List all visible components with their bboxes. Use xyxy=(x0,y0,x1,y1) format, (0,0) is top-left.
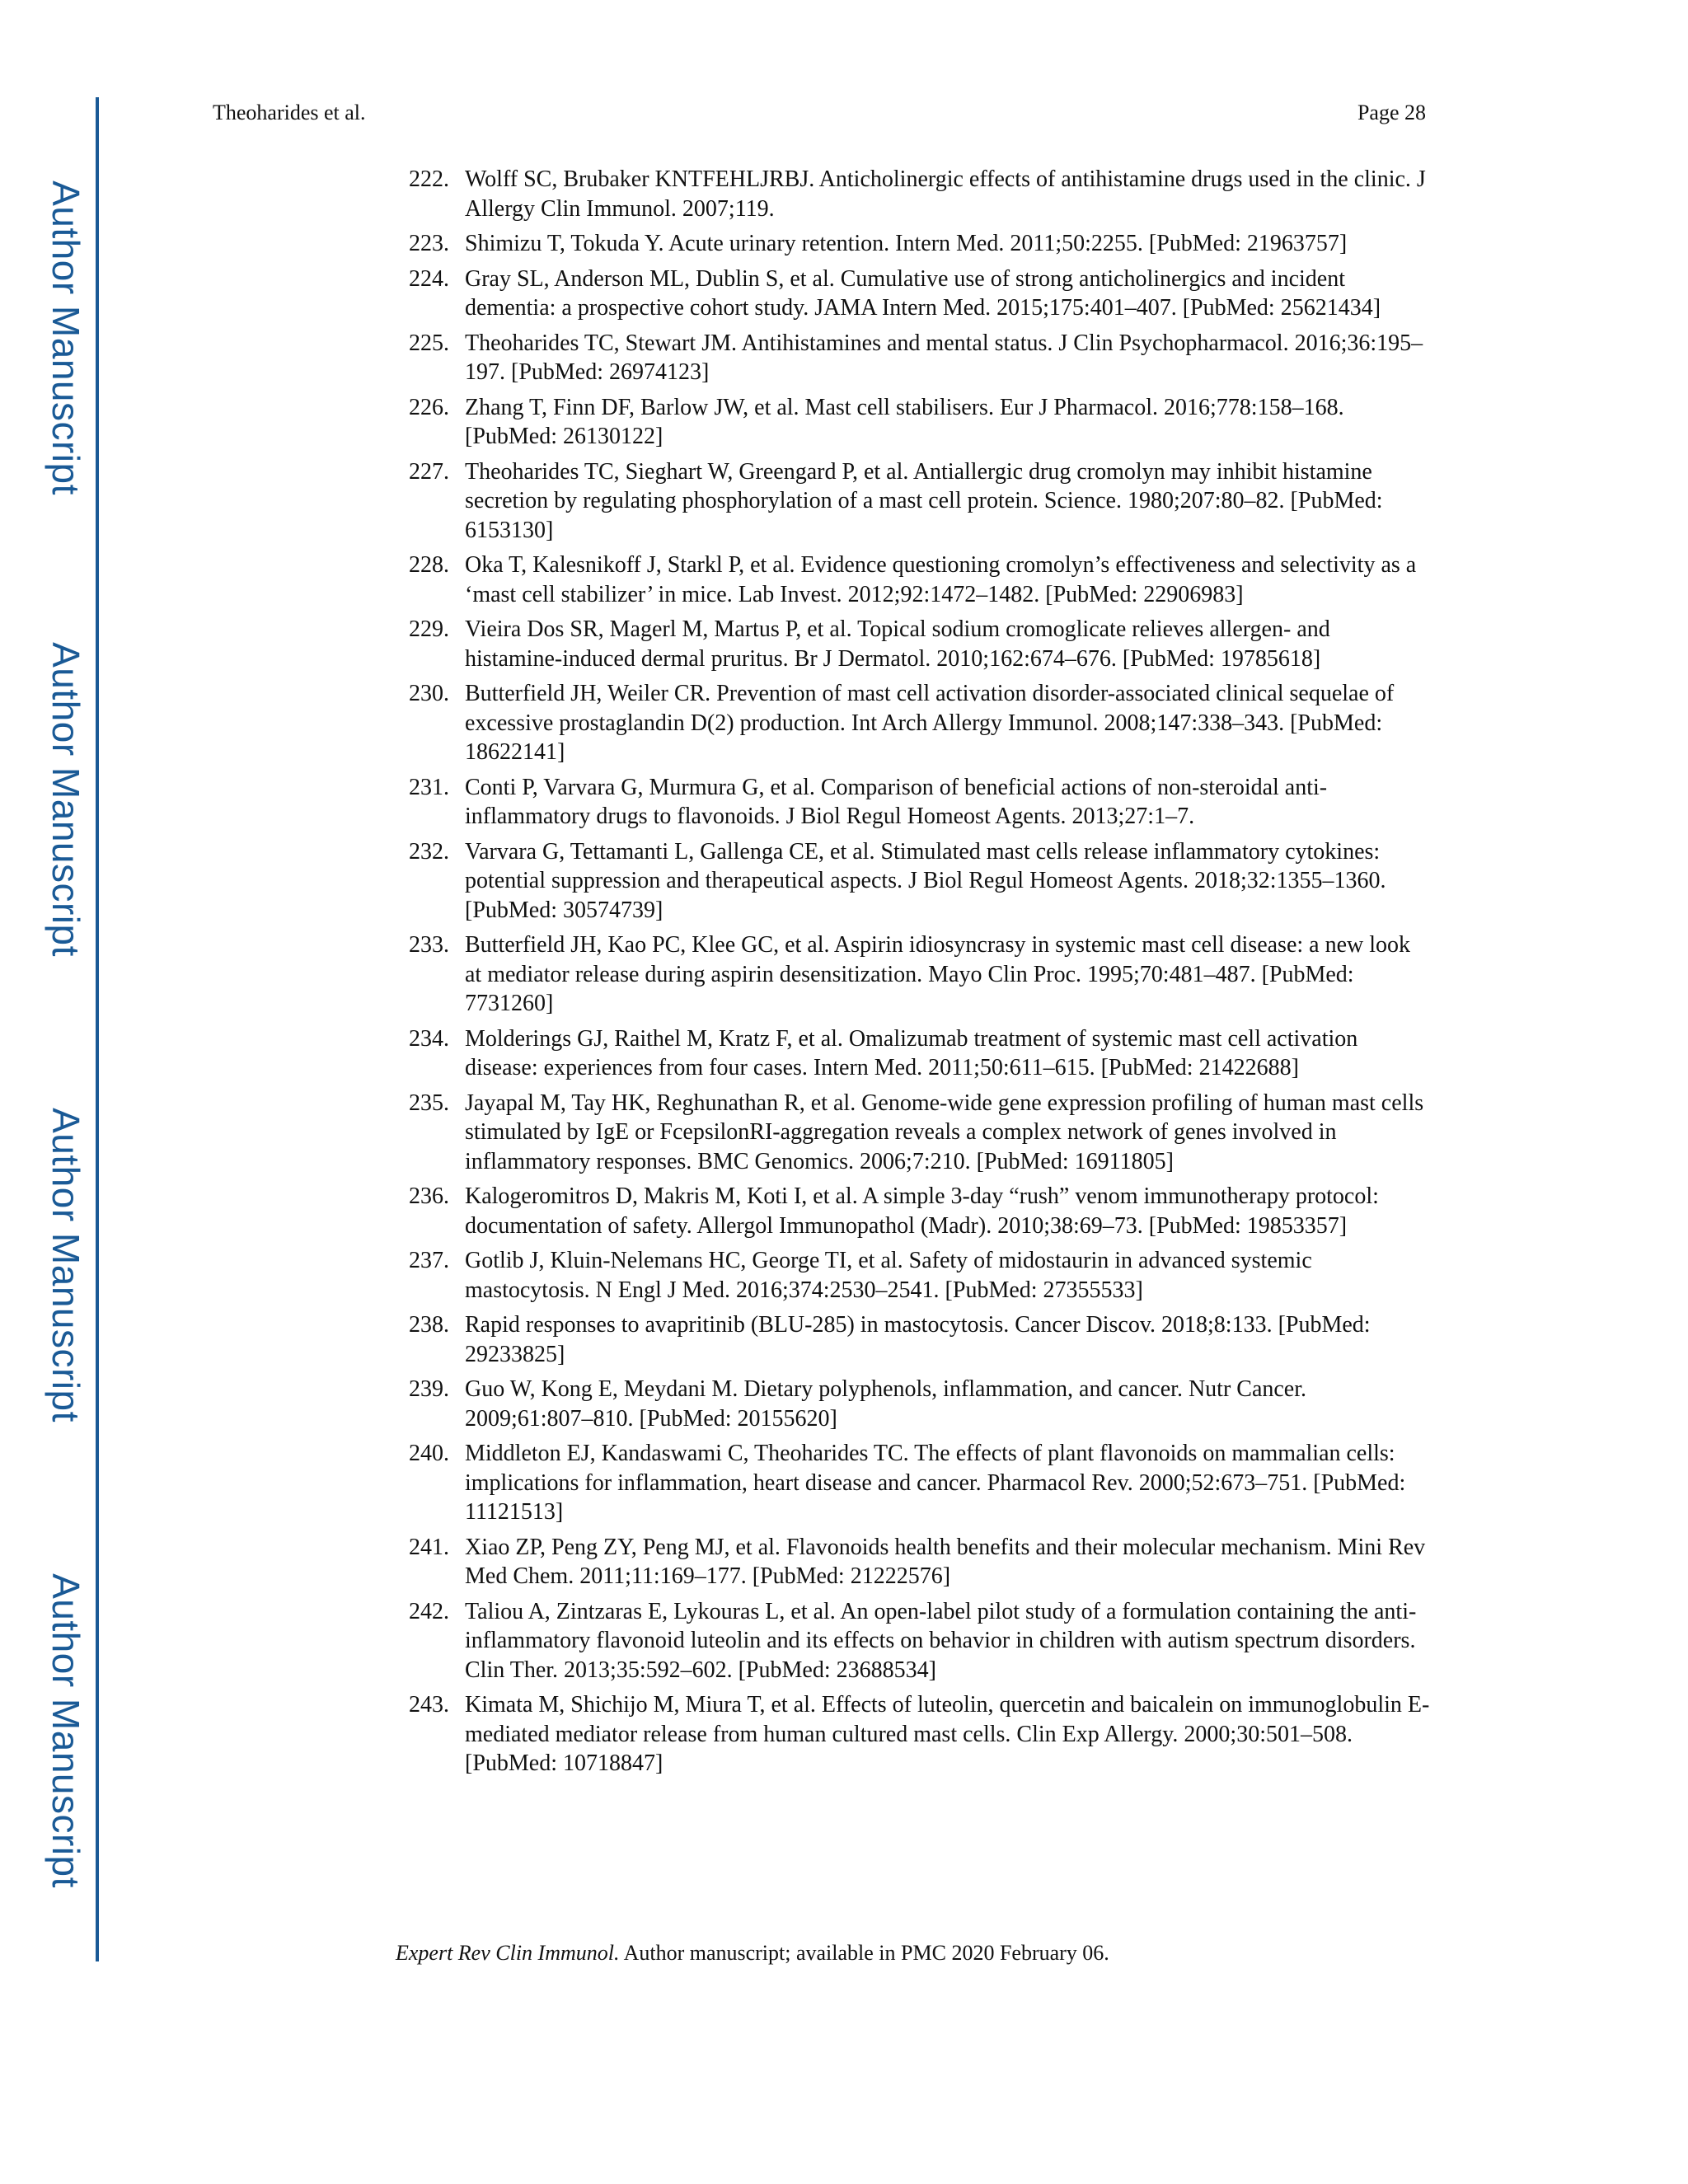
reference-item xyxy=(409,329,1431,387)
reference-item xyxy=(409,393,1431,452)
reference-text: Kalogeromitros D, Makris M, Koti I, et al. A simple 3-day “rush” venom immunotherapy protocol: documentation of safety. Allergol Immunopathol (Madr). 2010;38:69–73. [PubMed: 19853357] xyxy=(465,1183,1379,1239)
reference-text: Guo W, Kong E, Meydani M. Dietary polyphenols, inflammation, and cancer. Nutr Cancer. 2009;61:807–810. [PubMed: 20155620] xyxy=(465,1376,1307,1432)
reference-item xyxy=(409,1533,1431,1591)
reference-text: Theoharides TC, Stewart JM. Antihistamines and mental status. J Clin Psychopharmacol. 2016;36:195–197. [PubMed: 26974123] xyxy=(465,330,1423,385)
reference-item xyxy=(409,1089,1431,1177)
page-number: Page 28 xyxy=(1357,101,1426,124)
reference-text: Shimizu T, Tokuda Y. Acute urinary retention. Intern Med. 2011;50:2255. [PubMed: 21963757] xyxy=(465,231,1348,256)
reference-item xyxy=(409,1310,1431,1369)
reference-item xyxy=(409,679,1431,767)
reference-item xyxy=(409,1182,1431,1240)
reference-item xyxy=(409,1597,1431,1685)
reference-number: 243. xyxy=(409,1692,449,1718)
author-manuscript-label: Author Manuscript xyxy=(45,1108,87,1422)
reference-number: 237. xyxy=(409,1248,449,1273)
reference-text: Gray SL, Anderson ML, Dublin S, et al. Cumulative use of strong anticholinergics and incident dementia: a prospective cohort study. JAMA Intern Med. 2015;175:401–407. [PubMed: 25621434] xyxy=(465,265,1381,321)
reference-item xyxy=(409,1690,1431,1779)
reference-text: Middleton EJ, Kandaswami C, Theoharides TC. The effects of plant flavonoids on mammalian cells: implications for inflammation, heart disease and cancer. Pharmacol Rev. 2000;52:673–751. [PubMed: 11121513] xyxy=(465,1441,1406,1525)
reference-number: 234. xyxy=(409,1025,449,1052)
reference-text: Conti P, Varvara G, Murmura G, et al. Comparison of beneficial actions of non-steroidal anti-inflammatory drugs to flavonoids. J Biol Regul Homeost Agents. 2013;27:1–7. xyxy=(465,774,1328,829)
reference-item xyxy=(409,1246,1431,1305)
reference-number: 227. xyxy=(409,458,449,485)
reference-text: Butterfield JH, Weiler CR. Prevention of mast cell activation disorder-associated clinical sequelae of excessive prostaglandin D(2) production. Int Arch Allergy Immunol. 2008;147:338–343. [PubMed: 18622141] xyxy=(465,681,1395,765)
reference-number: 236. xyxy=(409,1183,449,1209)
footer-note: Author manuscript; available in PMC 2020 February 06. xyxy=(619,1941,1109,1965)
reference-number: 233. xyxy=(409,932,449,958)
author-manuscript-label: Author Manuscript xyxy=(45,642,87,957)
reference-item xyxy=(409,265,1431,323)
reference-text: Theoharides TC, Sieghart W, Greengard P, et al. Antiallergic drug cromolyn may inhibit histamine secretion by regulating phosphorylation of a mast cell protein. Science. 1980;207:80–82. [PubMed: 6153130] xyxy=(465,458,1383,543)
reference-text: Varvara G, Tettamanti L, Gallenga CE, et al. Stimulated mast cells release inflammatory cytokines: potential suppression and therapeutical aspects. J Biol Regul Homeost Agents. 2018;32:1355–1360. [PubMed: 30574739] xyxy=(465,838,1386,923)
reference-text: Molderings GJ, Raithel M, Kratz F, et al. Omalizumab treatment of systemic mast cell activation disease: experiences from four cases. Intern Med. 2011;50:611–615. [PubMed: 21422688] xyxy=(465,1025,1358,1080)
author-manuscript-label: Author Manuscript xyxy=(45,1573,87,1888)
reference-number: 241. xyxy=(409,1534,449,1560)
reference-item xyxy=(409,930,1431,1019)
reference-item xyxy=(409,1439,1431,1527)
reference-item xyxy=(409,773,1431,832)
reference-text: Kimata M, Shichijo M, Miura T, et al. Effects of luteolin, quercetin and baicalein on immunoglobulin E-mediated mediator release from human cultured mast cells. Clin Exp Allergy. 2000;30:501–508. [PubMed: 10718847] xyxy=(465,1692,1430,1776)
reference-number: 238. xyxy=(409,1312,449,1338)
reference-text: Zhang T, Finn DF, Barlow JW, et al. Mast cell stabilisers. Eur J Pharmacol. 2016;778:158–168. [PubMed: 26130122] xyxy=(465,394,1344,449)
reference-number: 229. xyxy=(409,616,449,642)
reference-item xyxy=(409,551,1431,609)
reference-item xyxy=(409,1375,1431,1433)
reference-number: 242. xyxy=(409,1598,449,1624)
reference-item xyxy=(409,1024,1431,1083)
reference-text: Wolff SC, Brubaker KNTFEHLJRBJ. Anticholinergic effects of antihistamine drugs used in the clinic. J Allergy Clin Immunol. 2007;119. xyxy=(465,166,1426,222)
footer xyxy=(396,1941,1109,1966)
reference-text: Xiao ZP, Peng ZY, Peng MJ, et al. Flavonoids health benefits and their molecular mechanism. Mini Rev Med Chem. 2011;11:169–177. [PubMed: 21222576] xyxy=(465,1534,1426,1589)
reference-item xyxy=(409,165,1431,223)
reference-number: 239. xyxy=(409,1376,449,1402)
reference-number: 231. xyxy=(409,774,449,800)
reference-text: Jayapal M, Tay HK, Reghunathan R, et al. Genome-wide gene expression profiling of human mast cells stimulated by IgE or FcepsilonRI-aggregation reveals a complex network of genes involved in inflammatory responses. BMC Genomics. 2006;7:210. [PubMed: 16911805] xyxy=(465,1090,1424,1174)
reference-item xyxy=(409,229,1431,259)
reference-text: Rapid responses to avapritinib (BLU-285) in mastocytosis. Cancer Discov. 2018;8:133. [PubMed: 29233825] xyxy=(465,1312,1371,1367)
reference-list xyxy=(409,165,1431,1784)
reference-text: Butterfield JH, Kao PC, Klee GC, et al. Aspirin idiosyncrasy in systemic mast cell disease: a new look at mediator release during aspirin desensitization. Mayo Clin Proc. 1995;70:481–487. [PubMed: 7731260] xyxy=(465,932,1411,1016)
reference-number: 223. xyxy=(409,231,449,256)
reference-number: 228. xyxy=(409,552,449,578)
reference-number: 222. xyxy=(409,166,449,192)
reference-item xyxy=(409,615,1431,673)
reference-text: Oka T, Kalesnikoff J, Starkl P, et al. Evidence questioning cromolyn’s effectiveness and selectivity as a ‘mast cell stabilizer’ in mice. Lab Invest. 2012;92:1472–1482. [PubMed: 22906983] xyxy=(465,552,1417,607)
sidebar-rule xyxy=(96,97,99,1961)
reference-item xyxy=(409,837,1431,926)
reference-number: 232. xyxy=(409,838,449,865)
reference-number: 224. xyxy=(409,265,449,292)
reference-number: 226. xyxy=(409,394,449,420)
reference-number: 240. xyxy=(409,1441,449,1466)
reference-text: Gotlib J, Kluin-Nelemans HC, George TI, et al. Safety of midostaurin in advanced systemic mastocytosis. N Engl J Med. 2016;374:2530–2541. [PubMed: 27355533] xyxy=(465,1248,1312,1303)
reference-number: 225. xyxy=(409,330,449,356)
footer-journal: Expert Rev Clin Immunol. xyxy=(396,1941,620,1965)
running-head-authors: Theoharides et al. xyxy=(213,101,366,124)
author-manuscript-label: Author Manuscript xyxy=(45,180,87,495)
reference-number: 230. xyxy=(409,681,449,706)
reference-item xyxy=(409,457,1431,546)
reference-text: Taliou A, Zintzaras E, Lykouras L, et al. An open-label pilot study of a formulation containing the anti-inflammatory flavonoid luteolin and its effects on behavior in children with autism spectrum disorders. Clin Ther. 2013;35:592–602. [PubMed: 23688534] xyxy=(465,1598,1417,1683)
reference-number: 235. xyxy=(409,1090,449,1116)
reference-text: Vieira Dos SR, Magerl M, Martus P, et al. Topical sodium cromoglicate relieves allergen- and histamine-induced dermal pruritus. Br J Dermatol. 2010;162:674–676. [PubMed: 19785618] xyxy=(465,616,1330,672)
